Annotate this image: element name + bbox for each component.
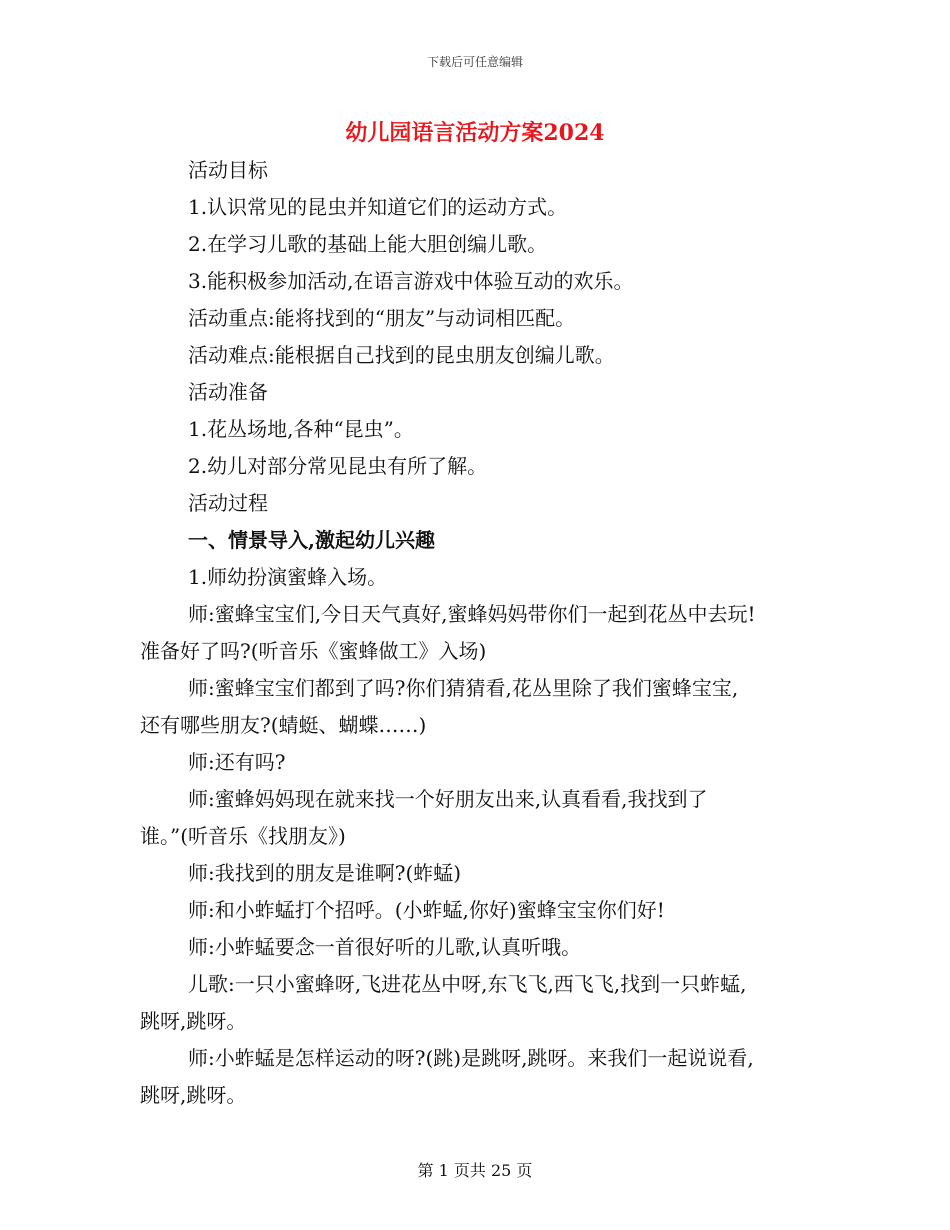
rhyme-line: 跳呀,跳呀。 xyxy=(140,1009,247,1033)
paragraph-line: 师:小蚱蜢要念一首很好听的儿歌,认真听哦。 xyxy=(188,935,582,959)
paragraph-line: 准备好了吗?(听音乐《蜜蜂做工》入场) xyxy=(140,639,487,663)
process-step-1: 1.师幼扮演蜜蜂入场。 xyxy=(188,565,388,589)
paragraph-line: 师:小蚱蜢是怎样运动的呀?(跳)是跳呀,跳呀。来我们一起说说看, xyxy=(188,1046,754,1070)
paragraph-line: 师:和小蚱蜢打个招呼。(小蚱蜢,你好)蜜蜂宝宝你们好! xyxy=(188,898,665,922)
goal-item-3: 3.能积极参加活动,在语言游戏中体验互动的欢乐。 xyxy=(188,269,634,293)
paragraph-line: 师:蜜蜂妈妈现在就来找一个好朋友出来,认真看看,我找到了 xyxy=(188,787,708,811)
paragraph-line: 跳呀,跳呀。 xyxy=(140,1083,247,1107)
subsection-heading: 一、情景导入,激起幼儿兴趣 xyxy=(188,528,435,552)
page-footer-number: 第 1 页共 25 页 xyxy=(417,1161,533,1180)
paragraph-line: 师:我找到的朋友是谁啊?(蚱蜢) xyxy=(188,861,462,885)
section-heading-goals: 活动目标 xyxy=(188,158,268,182)
paragraph-line: 师:蜜蜂宝宝们,今日天气真好,蜜蜂妈妈带你们一起到花丛中去玩! xyxy=(188,602,756,626)
document-title: 幼儿园语言活动方案2024 xyxy=(345,120,605,146)
rhyme-line: 儿歌:一只小蜜蜂呀,飞进花丛中呀,东飞飞,西飞飞,找到一只蚱蜢, xyxy=(188,972,747,996)
difficult-point: 活动难点:能根据自己找到的昆虫朋友创编儿歌。 xyxy=(188,343,615,367)
key-point: 活动重点:能将找到的“朋友”与动词相匹配。 xyxy=(188,306,576,330)
paragraph-line: 师:还有吗? xyxy=(188,750,286,774)
paragraph-line: 师:蜜蜂宝宝们都到了吗?你们猜猜看,花丛里除了我们蜜蜂宝宝, xyxy=(188,676,739,700)
goal-item-2: 2.在学习儿歌的基础上能大胆创编儿歌。 xyxy=(188,232,548,256)
page-header-note: 下载后可任意编辑 xyxy=(426,55,523,69)
section-heading-process: 活动过程 xyxy=(188,491,268,515)
paragraph-line: 还有哪些朋友?(蜻蜓、蝴蝶……) xyxy=(140,713,427,737)
goal-item-1: 1.认识常见的昆虫并知道它们的运动方式。 xyxy=(188,195,568,219)
section-heading-preparation: 活动准备 xyxy=(188,380,268,404)
prep-item-1: 1.花丛场地,各种“昆虫”。 xyxy=(188,417,414,441)
prep-item-2: 2.幼儿对部分常见昆虫有所了解。 xyxy=(188,454,488,478)
paragraph-line: 谁。”(听音乐《找朋友》) xyxy=(140,824,346,848)
document-body xyxy=(140,152,820,1114)
